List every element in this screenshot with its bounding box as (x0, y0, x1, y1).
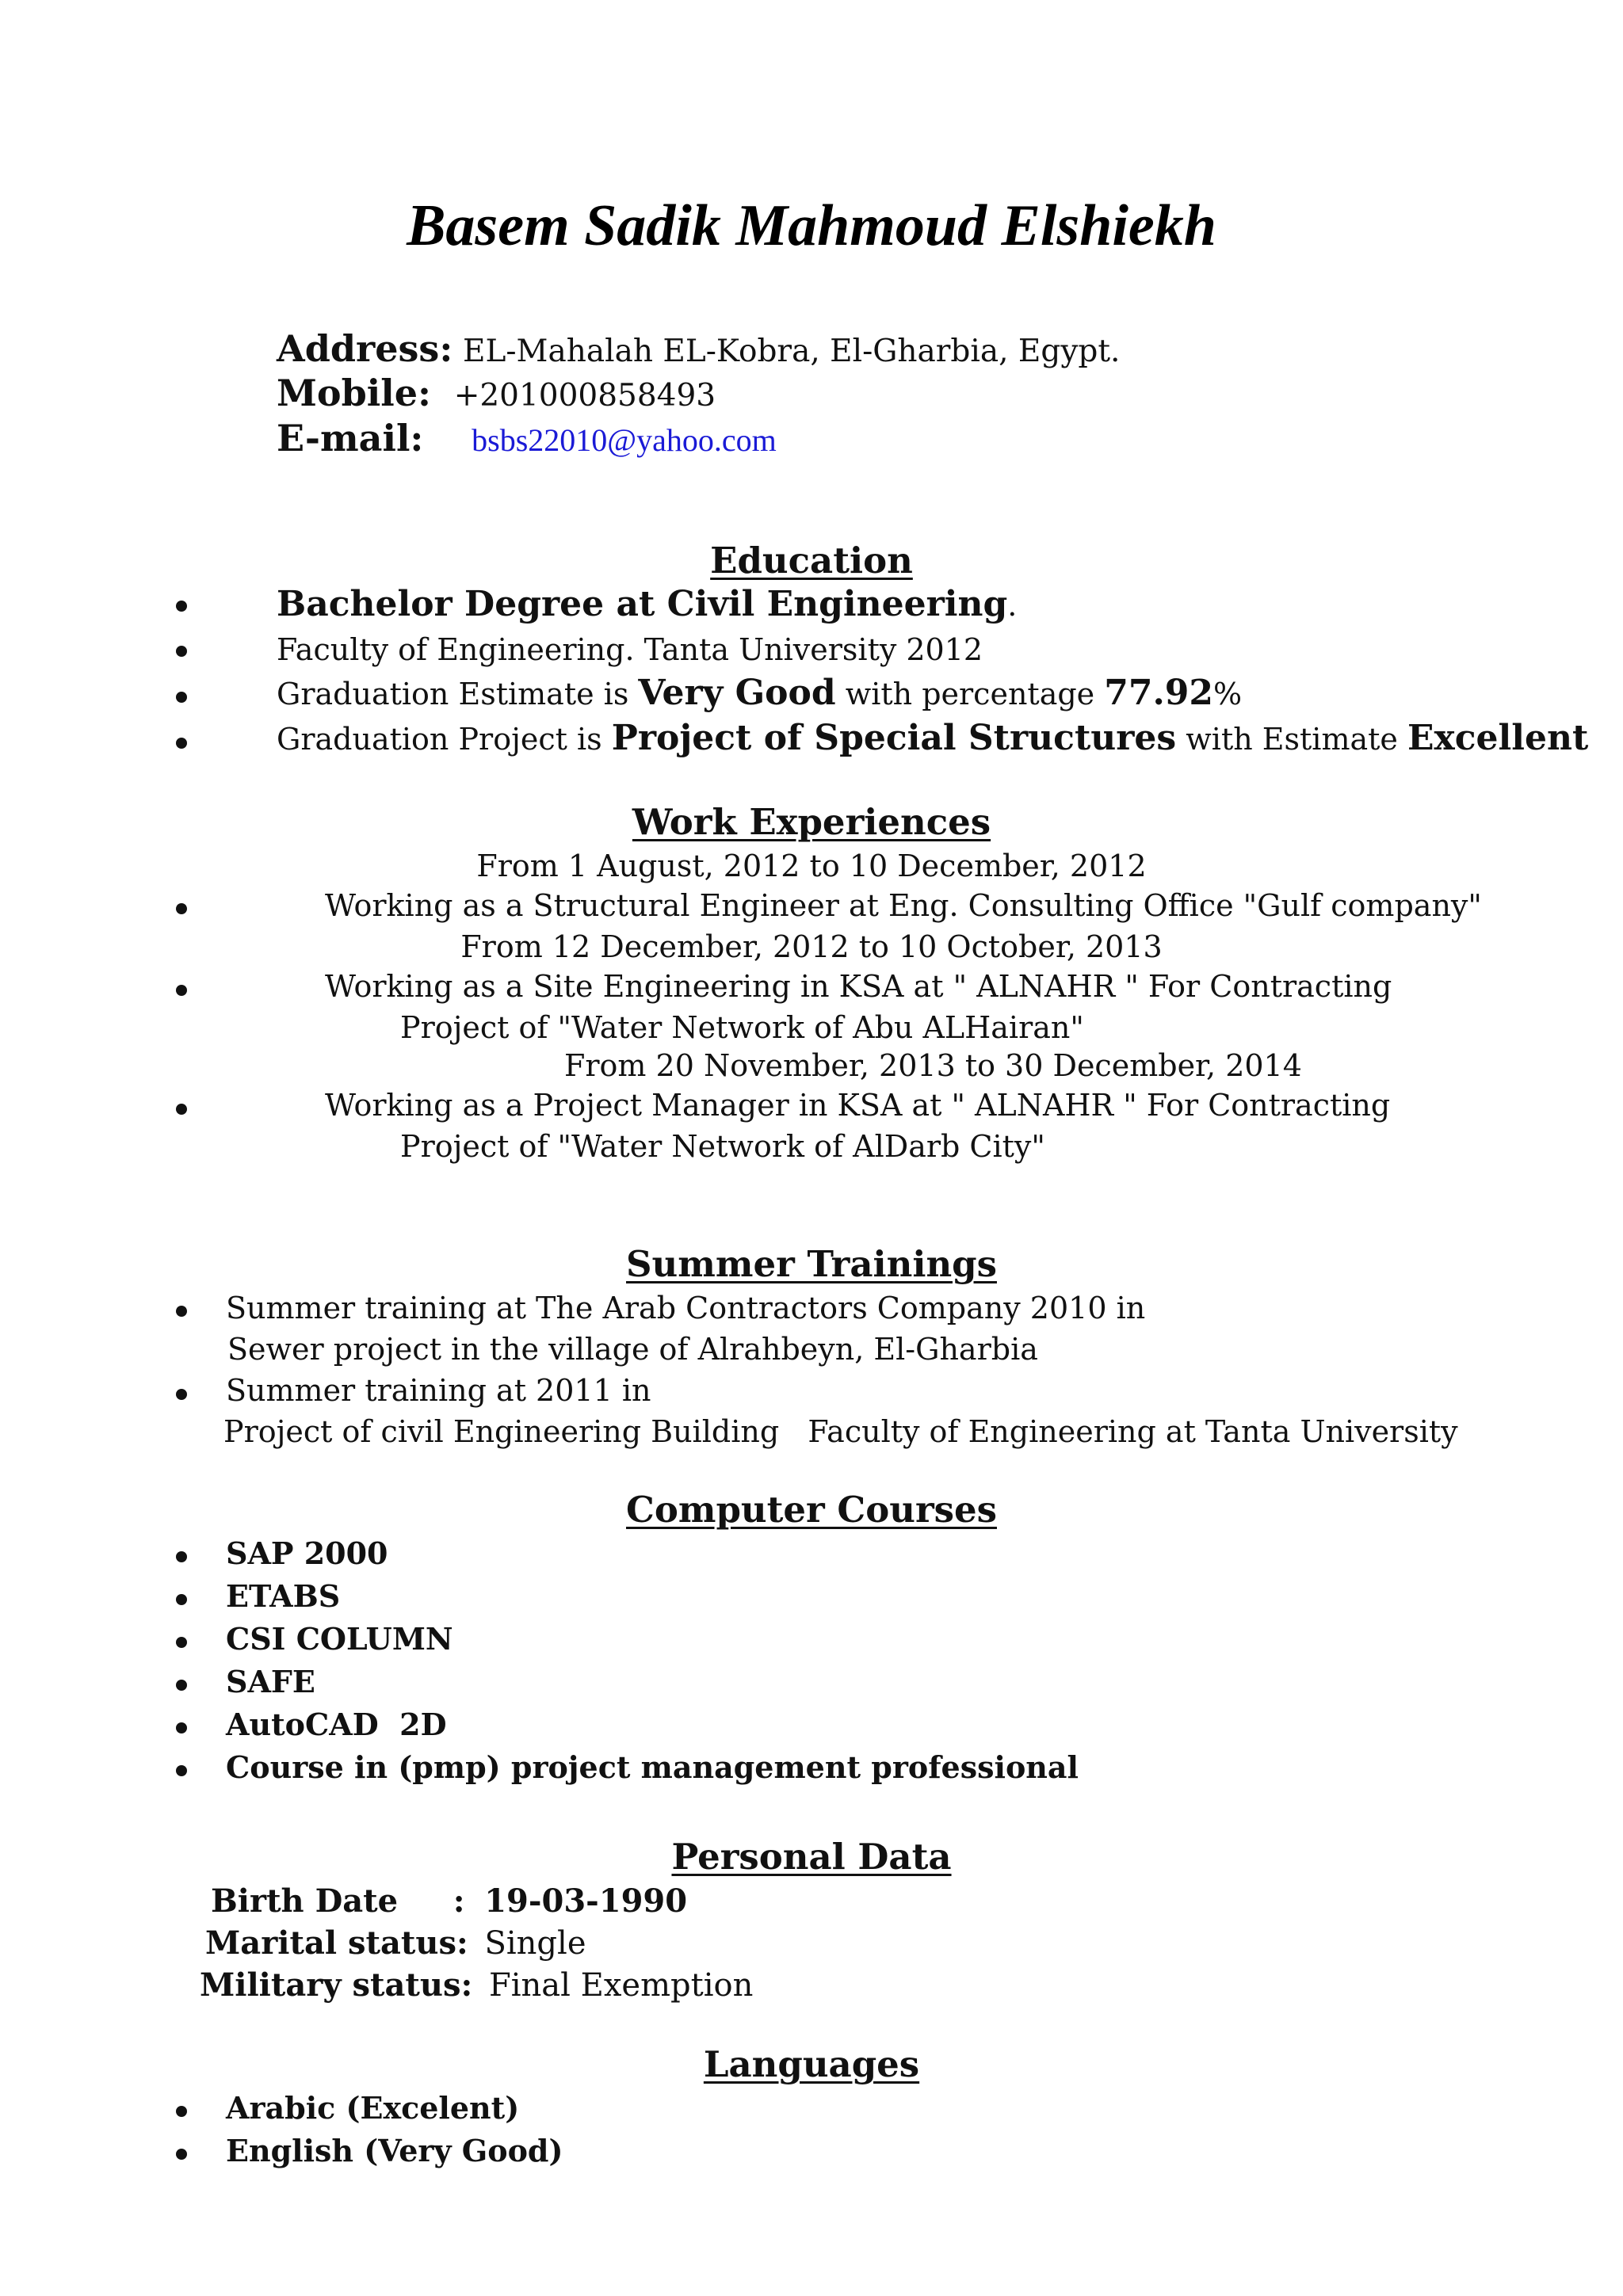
course-item: ETABS (226, 1578, 341, 1614)
work-heading: Work Experiences (632, 801, 991, 843)
marital-status-row (205, 1923, 586, 1964)
job2-project: Project of "Water Network of Abu ALHairan" (400, 1010, 1084, 1045)
bullet-icon (176, 738, 187, 749)
education-item-project: Graduation Project is Project of Special Structures with Estimate Excellent (277, 718, 1589, 758)
bullet-icon (176, 1722, 187, 1733)
marital-status-value: Single (484, 1925, 586, 1962)
bullet-icon (176, 1765, 187, 1776)
course-item: CSI COLUMN (226, 1621, 453, 1657)
email-row (277, 416, 777, 463)
applicant-name: Basem Sadik Mahmoud Elshiekh (407, 193, 1216, 258)
education-item-faculty: Faculty of Engineering. Tanta University 2012 (277, 632, 983, 667)
bullet-icon (176, 692, 187, 703)
course-item: SAFE (226, 1664, 315, 1699)
bullet-icon (176, 985, 187, 996)
training1-line1: Summer training at The Arab Contractors Company 2010 in (226, 1291, 1146, 1325)
job3-title: Working as a Project Manager in KSA at " ALNAHR " For Contracting (325, 1088, 1391, 1123)
job3-project: Project of "Water Network of AlDarb City" (400, 1129, 1045, 1164)
personal-heading: Personal Data (671, 1836, 952, 1878)
summer-heading: Summer Trainings (626, 1243, 997, 1285)
job1-title: Working as a Structural Engineer at Eng. Consulting Office "Gulf company" (325, 888, 1482, 923)
birth-date-row (211, 1881, 687, 1922)
education-item-degree: Bachelor Degree at Civil Engineering. (277, 584, 1018, 624)
bullet-icon (176, 1637, 187, 1648)
bullet-icon (176, 1594, 187, 1605)
education-heading: Education (710, 540, 913, 582)
bullet-icon (176, 1680, 187, 1691)
course-item: AutoCAD 2D (226, 1707, 447, 1742)
marital-status-label: Marital status: (205, 1924, 468, 1962)
job1-dates: From 1 August, 2012 to 10 December, 2012 (476, 849, 1147, 883)
training2-line2: Project of civil Engineering Building Faculty of Engineering at Tanta University (223, 1414, 1458, 1449)
military-status-row (200, 1965, 753, 2006)
mobile-row (277, 371, 716, 418)
bullet-icon (176, 903, 187, 914)
job3-dates: From 20 November, 2013 to 30 December, 2014 (564, 1048, 1302, 1083)
email-link[interactable]: bsbs22010@yahoo.com (472, 422, 777, 458)
mobile-value: +201000858493 (453, 378, 716, 414)
language-item: English (Very Good) (226, 2133, 563, 2168)
birth-date-value: 19-03-1990 (484, 1882, 688, 1920)
training2-line1: Summer training at 2011 in (226, 1373, 651, 1408)
bullet-icon (176, 2106, 187, 2117)
address-row (277, 326, 1120, 374)
education-item-estimate: Graduation Estimate is Very Good with percentage 77.92% (277, 673, 1243, 713)
address-label: Address: (277, 327, 453, 370)
job2-title: Working as a Site Engineering in KSA at " ALNAHR " For Contracting (325, 969, 1392, 1004)
bullet-icon (176, 1306, 187, 1317)
military-status-value: Final Exemption (488, 1967, 754, 2004)
email-label: E-mail: (277, 417, 424, 460)
training1-line2: Sewer project in the village of Alrahbeyn, El-Gharbia (227, 1332, 1038, 1367)
mobile-label: Mobile: (277, 372, 431, 414)
bullet-icon (176, 1104, 187, 1115)
birth-date-label: Birth Date : (211, 1882, 465, 1920)
courses-heading: Computer Courses (626, 1489, 997, 1531)
languages-heading: Languages (703, 2043, 920, 2085)
address-value: EL-Mahalah EL-Kobra, El-Gharbia, Egypt. (463, 334, 1121, 369)
language-item: Arabic (Excelent) (226, 2090, 520, 2126)
job2-dates: From 12 December, 2012 to 10 October, 2013 (460, 929, 1163, 964)
bullet-icon (176, 1389, 187, 1400)
bullet-icon (176, 1551, 187, 1562)
bullet-icon (176, 646, 187, 657)
course-item: Course in (pmp) project management professional (226, 1749, 1079, 1785)
bullet-icon (176, 601, 187, 612)
military-status-label: Military status: (200, 1966, 473, 2004)
bullet-icon (176, 2149, 187, 2160)
course-item: SAP 2000 (226, 1535, 388, 1571)
